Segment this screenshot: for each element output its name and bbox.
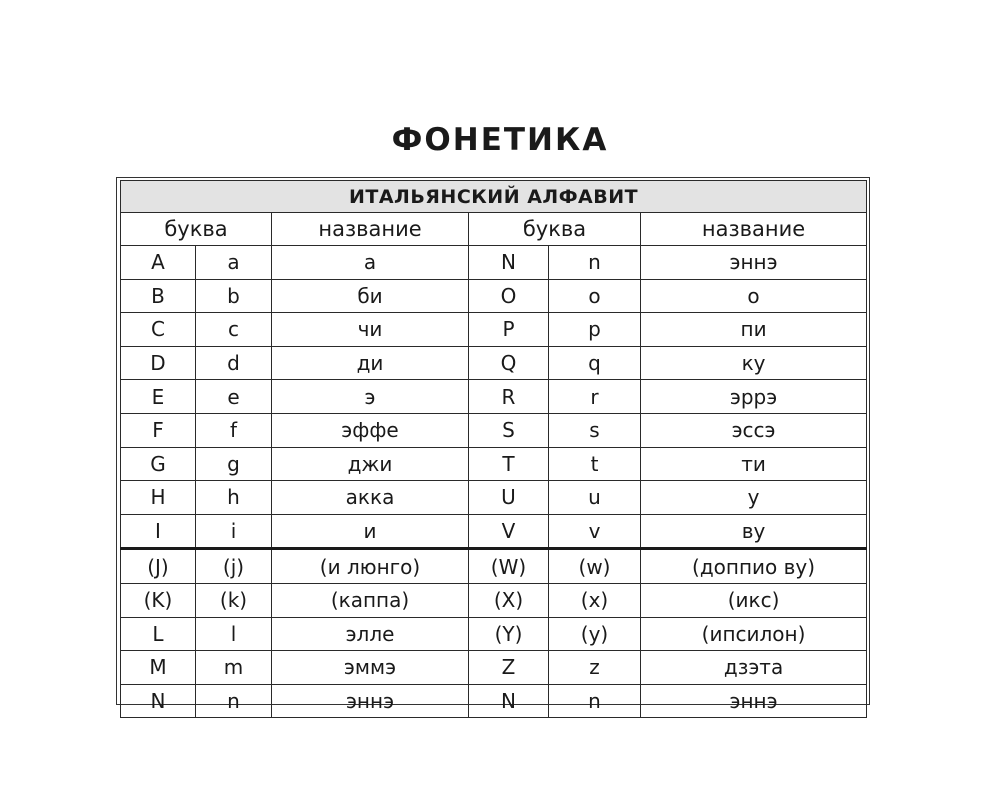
upper-letter-2: O: [469, 279, 549, 313]
lower-letter: i: [196, 514, 272, 549]
lower-letter: h: [196, 481, 272, 515]
lower-letter: n: [196, 684, 272, 718]
page-title: ФОНЕТИКА: [391, 122, 609, 158]
lower-letter-2: (w): [549, 549, 641, 584]
lower-letter: c: [196, 313, 272, 347]
upper-letter: (J): [121, 549, 196, 584]
table-banner-row: [121, 181, 867, 213]
lower-letter: b: [196, 279, 272, 313]
lower-letter-2: (y): [549, 617, 641, 651]
lower-letter-2: n: [549, 684, 641, 718]
header-letter: буква: [121, 213, 272, 246]
letter-name: а: [272, 246, 469, 280]
upper-letter-2: (W): [469, 549, 549, 584]
header-name-2: название: [641, 213, 867, 246]
lower-letter: (j): [196, 549, 272, 584]
lower-letter: d: [196, 346, 272, 380]
letter-name: эффе: [272, 413, 469, 447]
upper-letter: G: [121, 447, 196, 481]
lower-letter-2: s: [549, 413, 641, 447]
upper-letter: E: [121, 380, 196, 414]
upper-letter-2: S: [469, 413, 549, 447]
letter-name: эннэ: [272, 684, 469, 718]
upper-letter: C: [121, 313, 196, 347]
lower-letter: a: [196, 246, 272, 280]
table-row: [121, 346, 867, 380]
lower-letter-2: r: [549, 380, 641, 414]
upper-letter-2: N: [469, 684, 549, 718]
lower-letter-2: u: [549, 481, 641, 515]
lower-letter: e: [196, 380, 272, 414]
letter-name-2: пи: [641, 313, 867, 347]
letter-name-2: эннэ: [641, 684, 867, 718]
lower-letter-2: n: [549, 246, 641, 280]
table-row: [121, 481, 867, 515]
table-row: [121, 380, 867, 414]
table-row: [121, 549, 867, 584]
letter-name: эммэ: [272, 651, 469, 685]
upper-letter: (K): [121, 583, 196, 617]
header-letter-2: буква: [469, 213, 641, 246]
header-name: название: [272, 213, 469, 246]
table-row: [121, 617, 867, 651]
lower-letter-2: p: [549, 313, 641, 347]
upper-letter: H: [121, 481, 196, 515]
upper-letter: N: [121, 684, 196, 718]
upper-letter: M: [121, 651, 196, 685]
lower-letter: m: [196, 651, 272, 685]
lower-letter-2: o: [549, 279, 641, 313]
table-row: [121, 651, 867, 685]
upper-letter: I: [121, 514, 196, 549]
lower-letter-2: t: [549, 447, 641, 481]
table-row: [121, 447, 867, 481]
table-row: [121, 313, 867, 347]
upper-letter-2: (Y): [469, 617, 549, 651]
letter-name: и: [272, 514, 469, 549]
letter-name-2: у: [641, 481, 867, 515]
lower-letter-2: z: [549, 651, 641, 685]
letter-name: би: [272, 279, 469, 313]
table-row: [121, 246, 867, 280]
letter-name-2: (доппио ву): [641, 549, 867, 584]
upper-letter: A: [121, 246, 196, 280]
upper-letter-2: U: [469, 481, 549, 515]
letter-name-2: дзэта: [641, 651, 867, 685]
letter-name: (каппа): [272, 583, 469, 617]
lower-letter: (k): [196, 583, 272, 617]
upper-letter: D: [121, 346, 196, 380]
table-row: [121, 413, 867, 447]
letter-name-2: ку: [641, 346, 867, 380]
lower-letter: g: [196, 447, 272, 481]
table-header-row: [121, 213, 867, 246]
lower-letter: l: [196, 617, 272, 651]
letter-name-2: (ипсилон): [641, 617, 867, 651]
letter-name-2: эррэ: [641, 380, 867, 414]
table-banner: ИТАЛЬЯНСКИЙ АЛФАВИТ: [121, 181, 867, 213]
alphabet-table: [120, 180, 867, 718]
letter-name: чи: [272, 313, 469, 347]
letter-name: э: [272, 380, 469, 414]
upper-letter: L: [121, 617, 196, 651]
upper-letter-2: P: [469, 313, 549, 347]
letter-name-2: о: [641, 279, 867, 313]
lower-letter-2: q: [549, 346, 641, 380]
letter-name-2: ву: [641, 514, 867, 549]
upper-letter-2: T: [469, 447, 549, 481]
letter-name-2: ти: [641, 447, 867, 481]
upper-letter-2: V: [469, 514, 549, 549]
letter-name: элле: [272, 617, 469, 651]
lower-letter: f: [196, 413, 272, 447]
upper-letter-2: Q: [469, 346, 549, 380]
upper-letter-2: N: [469, 246, 549, 280]
table-row: [121, 583, 867, 617]
lower-letter-2: v: [549, 514, 641, 549]
upper-letter: F: [121, 413, 196, 447]
lower-letter-2: (x): [549, 583, 641, 617]
upper-letter-2: R: [469, 380, 549, 414]
upper-letter-2: (X): [469, 583, 549, 617]
upper-letter-2: Z: [469, 651, 549, 685]
table-row: [121, 514, 867, 549]
letter-name-2: эннэ: [641, 246, 867, 280]
upper-letter: B: [121, 279, 196, 313]
table-row: [121, 279, 867, 313]
letter-name-2: (икс): [641, 583, 867, 617]
table-row: [121, 684, 867, 718]
letter-name: (и люнго): [272, 549, 469, 584]
letter-name-2: эссэ: [641, 413, 867, 447]
letter-name: акка: [272, 481, 469, 515]
letter-name: ди: [272, 346, 469, 380]
letter-name: джи: [272, 447, 469, 481]
